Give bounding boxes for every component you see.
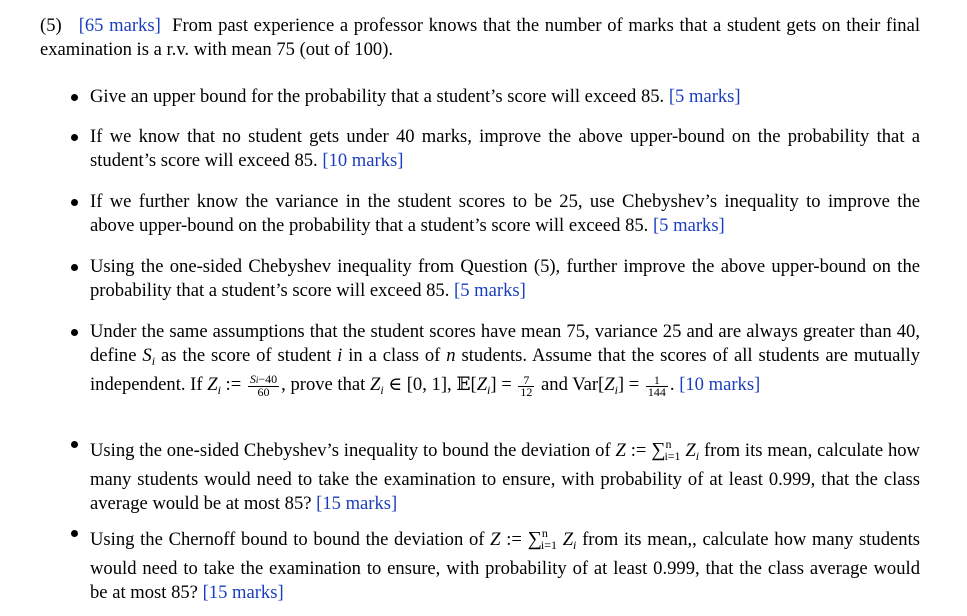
item-text: If we know that no student gets under 40 marks, improve the above upper-bound on the probability that a student’s score will exceed 85. xyxy=(90,126,920,171)
item-text: , prove that xyxy=(281,374,366,395)
list-item xyxy=(90,190,920,238)
item-marks: [10 marks] xyxy=(322,150,404,171)
item-text: Using the Chernoff bound to bound the deviation of xyxy=(90,529,485,550)
item-text: students. Assume that the scores of all students are mutually independent. If xyxy=(90,345,921,395)
question-intro: From past experience a professor knows that the number of marks that a student gets on their final examination is a r.v. with mean 75 (out of 100). xyxy=(40,15,921,60)
bullet-icon xyxy=(71,199,78,206)
list-item: Using the one-sided Chebyshev’s inequality to bound the deviation of Z := ∑$^n_{i=1}$ $Z_i$ from its mean, calculate how many students would need to take the examination to ensure, with probability of at least 0.999, that the class average would be at most 85? [15 marks] xyxy=(90,432,920,516)
item-text: and xyxy=(541,374,568,395)
bullet-icon xyxy=(71,134,78,141)
bullet-icon xyxy=(71,94,78,101)
item-marks: [5 marks] xyxy=(668,86,741,107)
item-marks: [5 marks] xyxy=(652,215,725,236)
item-text: Under the same assumptions that the student scores have mean 75, variance 25 and are always greater than 40, define xyxy=(90,321,920,366)
item-text: as the score of student xyxy=(160,345,332,366)
list-item: Using the Chernoff bound to bound the deviation of Z := ∑$^n_{i=1}$ $Z_i$ from its mean,, calculate how many students would need to take the examination to ensure, with probability of at least 0.999, that the class average would be at most 85? [15 marks] xyxy=(90,521,920,605)
list-item xyxy=(90,255,920,303)
bullet-icon xyxy=(71,441,78,448)
bullet-icon xyxy=(71,329,78,336)
item-marks: [15 marks] xyxy=(316,493,398,514)
item-text: Give an upper bound for the probability that a student’s score will exceed 85. xyxy=(90,86,665,107)
list-item: Under the same assumptions that the student scores have mean 75, variance 25 and are always greater than 40, define $S_i$ as the score of student i in a class of n students. Assume that the scores of all students are mutually independent. If $Z_i$ := $\frac{Si-40}{60}$ , prove that $Z_i$ ∈ [0, 1], $𝔼[Z_i]$ = $\frac{7}{12}$ and $Var[Z_i]$ = $\frac{1}{144}$ . [10 marks] xyxy=(90,320,920,402)
item-text: from its mean,, calculate how many students would need to take the examination to ensure, with probability of at least 0.999, that the class average would be at most 85? xyxy=(90,529,920,603)
item-text: from its mean, calculate how many students would need to take the examination to ensure, with probability of at least 0.999, that the class average would be at most 85? xyxy=(90,440,920,514)
question-number: (5) xyxy=(40,15,62,36)
bullet-icon xyxy=(71,264,78,271)
item-marks: [10 marks] xyxy=(679,374,761,395)
question-marks: [65 marks] xyxy=(78,15,161,36)
item-text: in a class of xyxy=(348,345,441,366)
fraction: $\frac{7}{12}$ xyxy=(520,373,533,399)
list-item xyxy=(90,85,920,109)
item-text: If we further know the variance in the student scores to be 25, use Chebyshev’s inequality to improve the above upper-bound on the probability that a student’s score will exceed 85. xyxy=(90,191,920,236)
fraction: $\frac{Si-40}{60}$ xyxy=(249,372,278,399)
list-item xyxy=(90,125,920,173)
question-header xyxy=(40,14,920,62)
item-text: Using the one-sided Chebyshev inequality from Question (5), further improve the above upper-bound on the probability that a student’s score will exceed 85. xyxy=(90,256,920,301)
bullet-icon xyxy=(71,530,78,537)
item-text: Using the one-sided Chebyshev’s inequality to bound the deviation of xyxy=(90,440,611,461)
fraction: $\frac{1}{144}$ xyxy=(647,373,666,399)
item-marks: [15 marks] xyxy=(202,582,284,603)
item-marks: [5 marks] xyxy=(454,280,526,301)
